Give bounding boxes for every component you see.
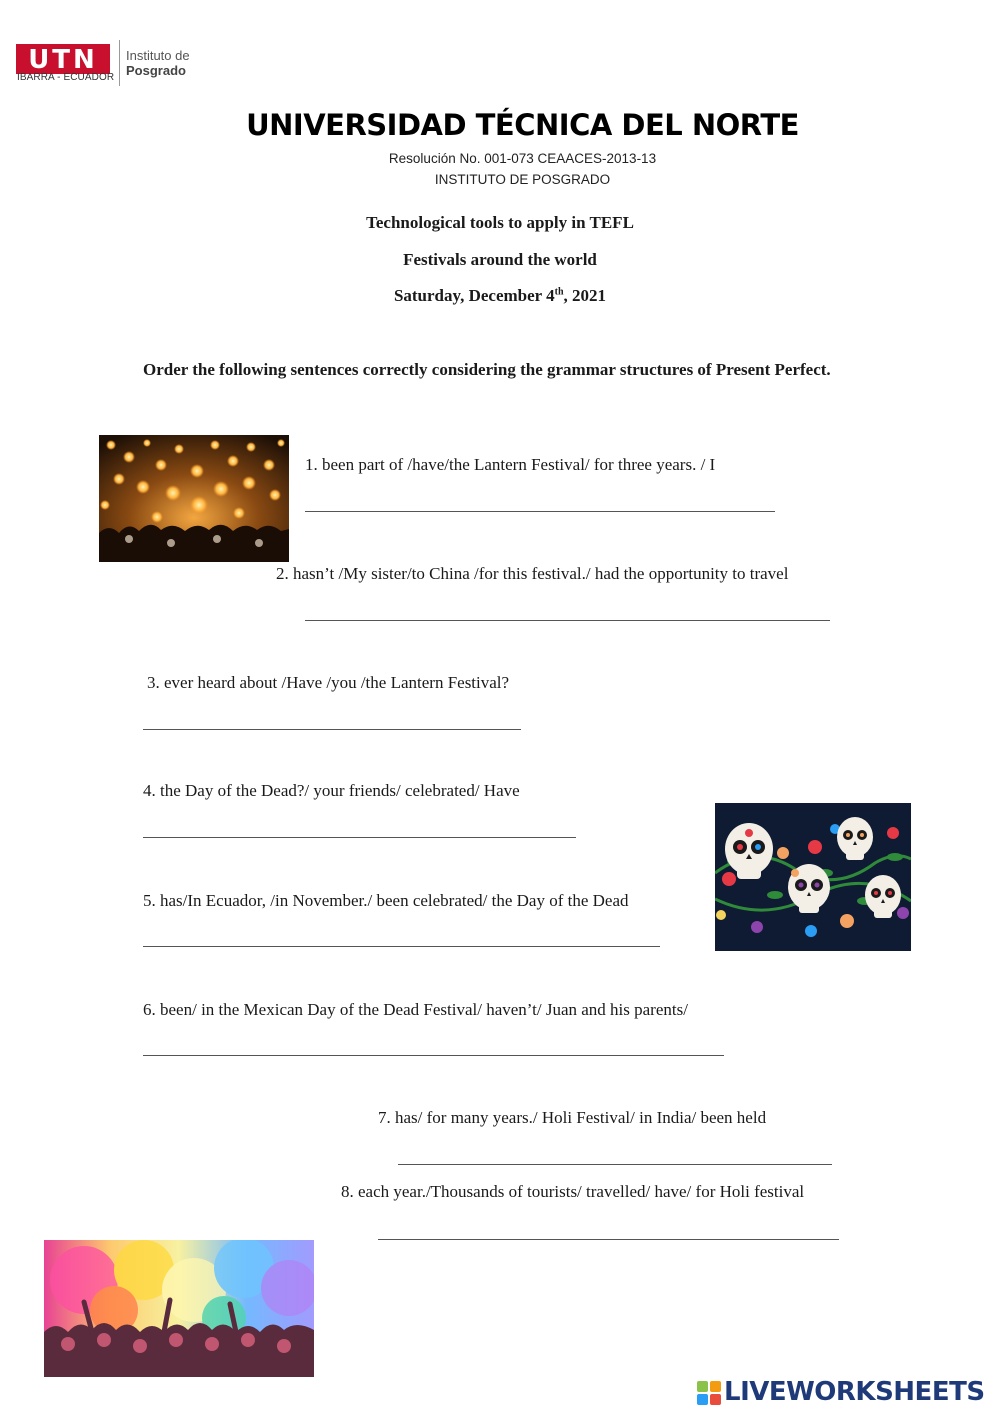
liveworksheets-icon xyxy=(697,1381,721,1405)
answer-line-1[interactable] xyxy=(305,511,775,512)
sentence-4: 4. the Day of the Dead?/ your friends/ celebrated/ Have xyxy=(143,781,520,800)
sentence-1: 1. been part of /have/the Lantern Festival/ for three years. / I xyxy=(305,455,716,474)
date-sup: th xyxy=(554,286,564,298)
date-prefix: Saturday, December 4 xyxy=(393,286,555,305)
course-title: Technological tools to apply in TEFL xyxy=(366,213,634,232)
logo-institute xyxy=(126,48,190,78)
topic-title: Festivals around the world xyxy=(403,250,597,269)
answer-line-5[interactable] xyxy=(143,946,660,947)
answer-line-4[interactable] xyxy=(143,837,576,838)
answer-line-3[interactable] xyxy=(143,729,521,730)
answer-line-2[interactable] xyxy=(305,620,830,621)
sentence-2: 2. hasn’t /My sister/to China /for this festival./ had the opportunity to travel xyxy=(276,564,789,583)
sentence-3: 3. ever heard about /Have /you /the Lantern Festival? xyxy=(147,673,510,692)
logo-institute-line1: Instituto de xyxy=(126,48,190,63)
lantern-festival-image xyxy=(99,435,289,562)
day-of-the-dead-image xyxy=(715,803,911,951)
date-suffix: , 2021 xyxy=(563,286,607,305)
instructions: Order the following sentences correctly considering the grammar structures of Present Perfect. xyxy=(143,360,831,379)
sentence-5: 5. has/In Ecuador, /in November./ been celebrated/ the Day of the Dead xyxy=(143,891,629,910)
answer-line-8[interactable] xyxy=(378,1239,839,1240)
date-line xyxy=(0,286,1000,306)
utn-logo-mark xyxy=(16,44,110,74)
holi-festival-image xyxy=(44,1240,314,1377)
liveworksheets-watermark[interactable] xyxy=(697,1377,997,1409)
sentence-6: 6. been/ in the Mexican Day of the Dead Festival/ haven’t/ Juan and his parents/ xyxy=(143,1000,688,1019)
answer-line-6[interactable] xyxy=(143,1055,724,1056)
utn-mark-text: UTN xyxy=(28,45,98,74)
institute-text: INSTITUTO DE POSGRADO xyxy=(434,172,611,187)
logo-divider xyxy=(119,40,120,86)
sentence-8: 8. each year./Thousands of tourists/ travelled/ have/ for Holi festival xyxy=(341,1182,805,1201)
utn-logo xyxy=(16,40,206,88)
liveworksheets-text: LIVEWORKSHEETS xyxy=(724,1377,985,1407)
university-title: UNIVERSIDAD TÉCNICA DEL NORTE xyxy=(246,108,799,142)
logo-subtitle: IBARRA - ECUADOR xyxy=(17,72,115,83)
resolution-text: Resolución No. 001-073 CEAACES-2013-13 xyxy=(388,151,657,166)
logo-institute-line2: Posgrado xyxy=(126,63,186,78)
sentence-7: 7. has/ for many years./ Holi Festival/ in India/ been held xyxy=(378,1108,767,1127)
answer-line-7[interactable] xyxy=(398,1164,832,1165)
